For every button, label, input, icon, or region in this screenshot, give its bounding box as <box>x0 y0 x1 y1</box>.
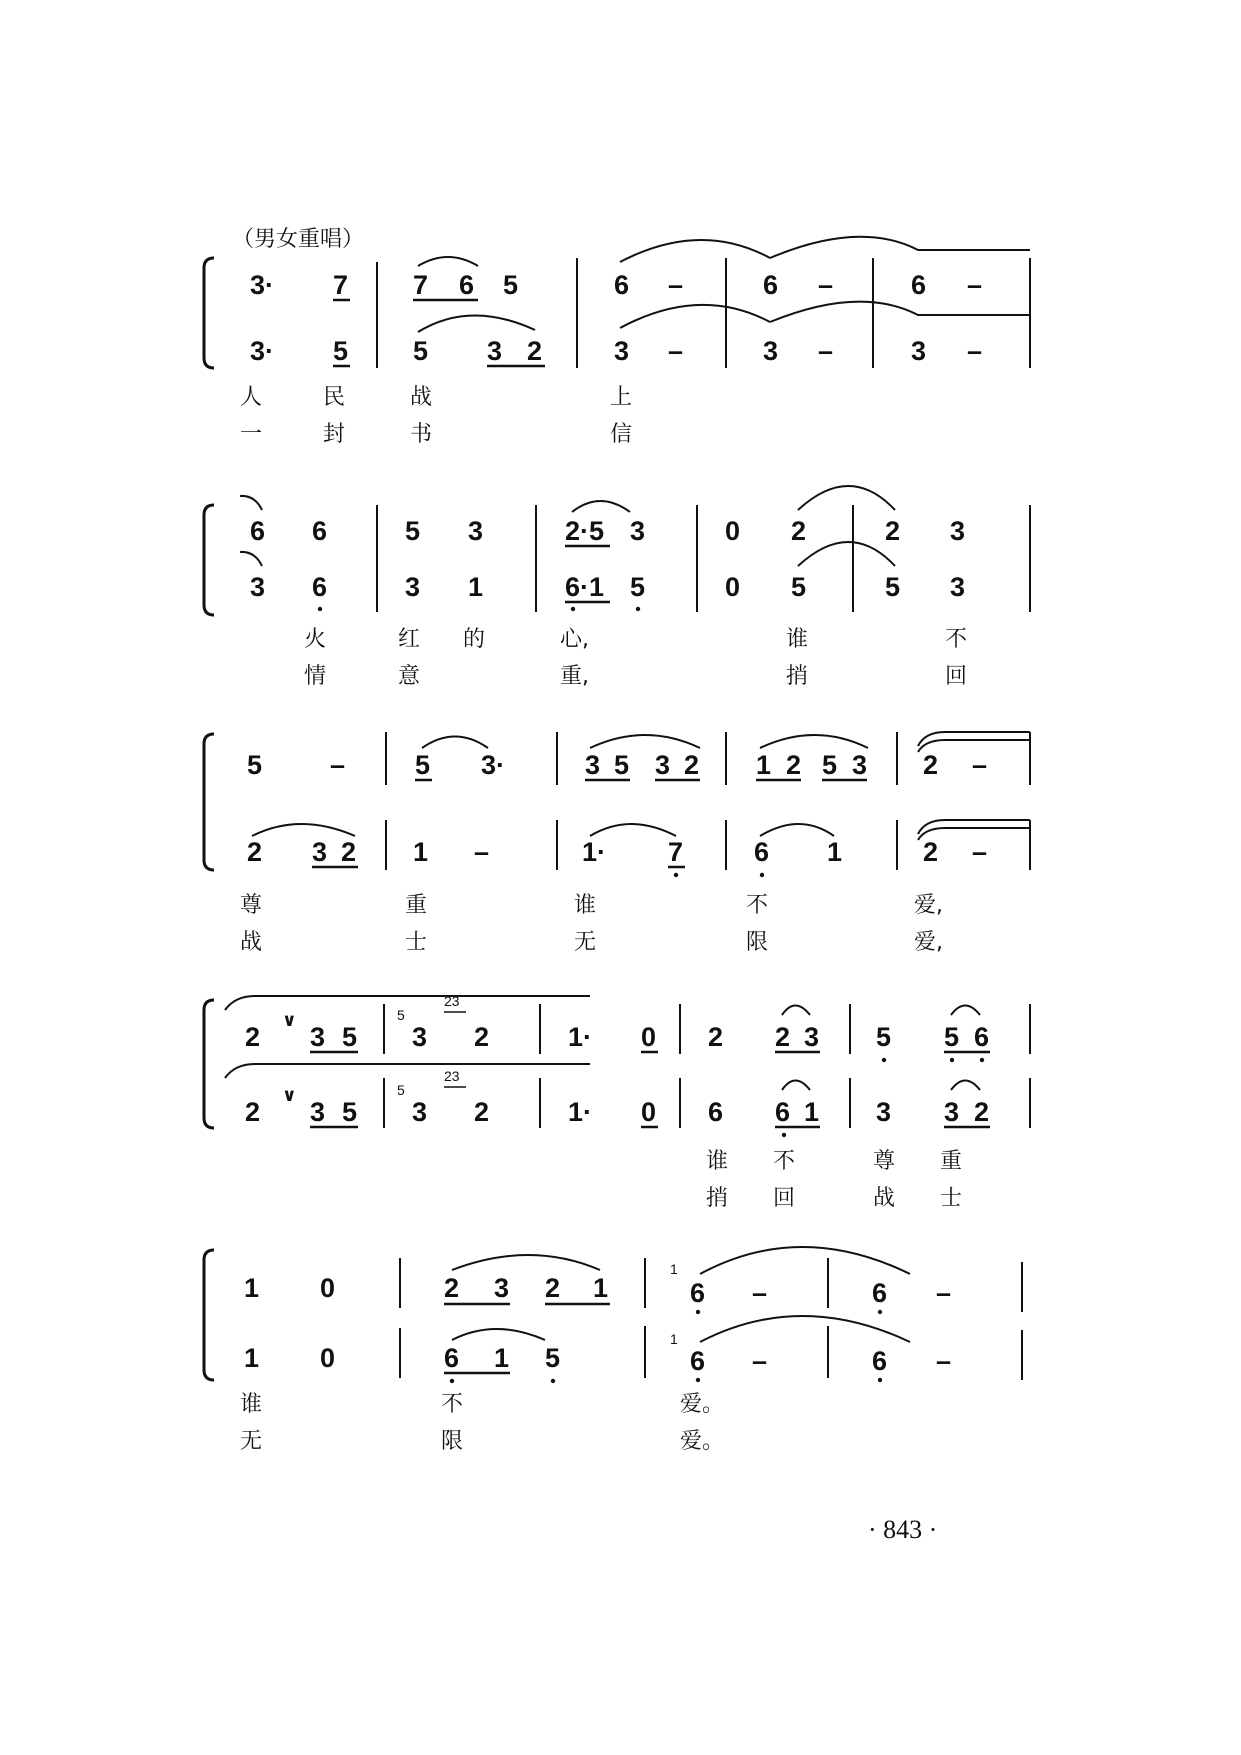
note: 3 <box>944 1097 960 1127</box>
lyric: 谁 <box>706 1149 729 1174</box>
note: 0 <box>641 1097 657 1127</box>
lyric: 捎 <box>786 664 809 689</box>
section-header: （男女重唱） <box>232 227 365 252</box>
note: 6 <box>872 1346 888 1376</box>
dash: – <box>936 1346 952 1376</box>
note: 0 <box>320 1343 336 1373</box>
lyric: 不 <box>746 893 769 918</box>
dash: – <box>818 336 834 366</box>
system-brace <box>204 1250 214 1380</box>
note: 0 <box>641 1022 657 1052</box>
lyric: 的 <box>463 627 486 652</box>
dash: – <box>936 1278 952 1308</box>
system-brace <box>204 258 214 368</box>
note: 2 <box>708 1022 724 1052</box>
note: 1 <box>413 837 429 867</box>
lyric: 书 <box>410 422 433 447</box>
note: 2 <box>786 750 802 780</box>
note: 7 <box>333 270 349 300</box>
system-brace <box>204 734 214 870</box>
note: 2 <box>527 336 543 366</box>
note: 6 <box>690 1278 706 1308</box>
lyric: 意 <box>398 664 421 689</box>
note: 5 <box>630 572 646 602</box>
note: 1 <box>827 837 843 867</box>
note: 3 <box>310 1022 326 1052</box>
note: 5 <box>333 336 349 366</box>
note: 6 <box>614 270 630 300</box>
note: 6·1 <box>565 572 605 602</box>
note: 5 <box>405 516 421 546</box>
note: 2 <box>247 837 263 867</box>
dash: – <box>668 270 684 300</box>
lyric: 上 <box>610 385 633 410</box>
note: 3 <box>804 1022 820 1052</box>
note: 2 <box>974 1097 990 1127</box>
note: 5 <box>614 750 630 780</box>
lyric: 爱, <box>914 930 943 955</box>
dash: – <box>474 837 490 867</box>
note: 3· <box>250 270 275 300</box>
lyric: 人 <box>240 385 263 410</box>
system-brace <box>204 1000 214 1128</box>
note: 1 <box>494 1343 510 1373</box>
note: 3 <box>614 336 630 366</box>
note: 1 <box>244 1343 260 1373</box>
lyric: 重 <box>405 893 428 918</box>
grace-note: 1 <box>670 1331 678 1347</box>
note: 0 <box>725 572 741 602</box>
note: 3 <box>950 516 966 546</box>
note: 7 <box>668 837 684 867</box>
note: 3· <box>250 336 275 366</box>
lyric: 无 <box>574 930 597 955</box>
note: 6 <box>312 516 328 546</box>
note: 0 <box>725 516 741 546</box>
note: 3 <box>585 750 601 780</box>
lyric: 士 <box>940 1186 963 1211</box>
dash: – <box>752 1278 768 1308</box>
note: 6 <box>763 270 779 300</box>
lyric: 民 <box>323 385 346 410</box>
breath-mark: ∨ <box>282 1010 297 1030</box>
lyric: 无 <box>240 1429 263 1454</box>
lyric: 爱。 <box>680 1429 725 1454</box>
note: 0 <box>320 1273 336 1303</box>
grace-note: 23 <box>444 993 460 1009</box>
dash: – <box>330 750 346 780</box>
grace-note: 5 <box>397 1082 405 1098</box>
note: 6 <box>312 572 328 602</box>
note: 3 <box>310 1097 326 1127</box>
lyric: 信 <box>610 422 633 447</box>
note: 2 <box>474 1022 490 1052</box>
note: 2 <box>444 1273 460 1303</box>
note: 7 <box>413 270 429 300</box>
lyric: 捎 <box>706 1186 729 1211</box>
system-2 <box>204 486 1030 689</box>
note: 6 <box>708 1097 724 1127</box>
note: 5 <box>503 270 519 300</box>
lyric: 不 <box>945 627 968 652</box>
lyric: 红 <box>398 627 421 652</box>
note: 6 <box>459 270 475 300</box>
lyric: 谁 <box>240 1392 263 1417</box>
grace-note: 1 <box>670 1261 678 1277</box>
note: 2 <box>245 1022 261 1052</box>
note: 3· <box>481 750 506 780</box>
lyric: 重, <box>560 664 589 689</box>
note: 3 <box>852 750 868 780</box>
note: 2 <box>684 750 700 780</box>
note: 2 <box>545 1273 561 1303</box>
note: 6 <box>872 1278 888 1308</box>
lyric: 战 <box>873 1186 896 1211</box>
lyric: 回 <box>945 664 968 689</box>
lyric: 火 <box>304 627 327 652</box>
lyric: 爱, <box>914 893 943 918</box>
note: 3 <box>312 837 328 867</box>
note: 2 <box>791 516 807 546</box>
lyric: 爱。 <box>680 1392 725 1417</box>
note: 6 <box>250 516 266 546</box>
note: 3 <box>655 750 671 780</box>
note: 5 <box>545 1343 561 1373</box>
note: 2 <box>474 1097 490 1127</box>
lyric: 尊 <box>873 1149 896 1174</box>
note: 2 <box>341 837 357 867</box>
note: 3 <box>630 516 646 546</box>
note: 1 <box>593 1273 609 1303</box>
lyric: 士 <box>405 930 428 955</box>
note: 2 <box>923 750 939 780</box>
note: 3 <box>950 572 966 602</box>
note: 5 <box>247 750 263 780</box>
dash: – <box>818 270 834 300</box>
note: 1· <box>568 1022 593 1052</box>
lyric: 一 <box>240 422 263 447</box>
lyric: 不 <box>773 1149 796 1174</box>
note: 5 <box>342 1097 358 1127</box>
note: 5 <box>791 572 807 602</box>
note: 2·5 <box>565 516 605 546</box>
lyric: 谁 <box>786 627 809 652</box>
lyric: 限 <box>441 1429 464 1454</box>
note: 3 <box>250 572 266 602</box>
lyric: 封 <box>323 422 346 447</box>
note: 3 <box>468 516 484 546</box>
note: 5 <box>876 1022 892 1052</box>
note: 3 <box>405 572 421 602</box>
note: 3 <box>412 1097 428 1127</box>
note: 6 <box>444 1343 460 1373</box>
note: 3 <box>487 336 503 366</box>
note: 6 <box>690 1346 706 1376</box>
note: 3 <box>763 336 779 366</box>
note: 5 <box>413 336 429 366</box>
note: 6 <box>754 837 770 867</box>
grace-note: 23 <box>444 1068 460 1084</box>
note: 2 <box>885 516 901 546</box>
lyric: 情 <box>304 664 327 689</box>
lyric: 心, <box>560 627 589 652</box>
system-3 <box>204 732 1030 955</box>
page-number: · 843 · <box>868 1515 938 1544</box>
dash: – <box>972 837 988 867</box>
dash: – <box>967 270 983 300</box>
note: 5 <box>415 750 431 780</box>
note: 1 <box>756 750 772 780</box>
note: 5 <box>342 1022 358 1052</box>
lyric: 回 <box>773 1186 796 1211</box>
dash: – <box>967 336 983 366</box>
note: 6 <box>911 270 927 300</box>
dash: – <box>668 336 684 366</box>
dash: – <box>752 1346 768 1376</box>
lyric: 战 <box>240 930 263 955</box>
note: 5 <box>944 1022 960 1052</box>
note: 1· <box>568 1097 593 1127</box>
note: 2 <box>245 1097 261 1127</box>
note: 1 <box>804 1097 820 1127</box>
note: 5 <box>822 750 838 780</box>
lyric: 重 <box>940 1149 963 1174</box>
lyric: 限 <box>746 930 769 955</box>
system-4 <box>204 993 1030 1211</box>
system-brace <box>204 505 214 615</box>
note: 1 <box>244 1273 260 1303</box>
lyric: 尊 <box>240 893 263 918</box>
note: 3 <box>876 1097 892 1127</box>
system-1 <box>204 237 1030 447</box>
note: 6 <box>775 1097 791 1127</box>
breath-mark: ∨ <box>282 1085 297 1105</box>
note: 6 <box>974 1022 990 1052</box>
lyric: 战 <box>410 385 433 410</box>
dash: – <box>972 750 988 780</box>
system-5 <box>204 1247 1022 1454</box>
note: 1 <box>468 572 484 602</box>
note: 3 <box>412 1022 428 1052</box>
note: 1· <box>582 837 607 867</box>
note: 3 <box>911 336 927 366</box>
grace-note: 5 <box>397 1007 405 1023</box>
note: 5 <box>885 572 901 602</box>
note: 2 <box>775 1022 791 1052</box>
lyric: 谁 <box>574 893 597 918</box>
lyric: 不 <box>441 1392 464 1417</box>
note: 2 <box>923 837 939 867</box>
note: 3 <box>494 1273 510 1303</box>
